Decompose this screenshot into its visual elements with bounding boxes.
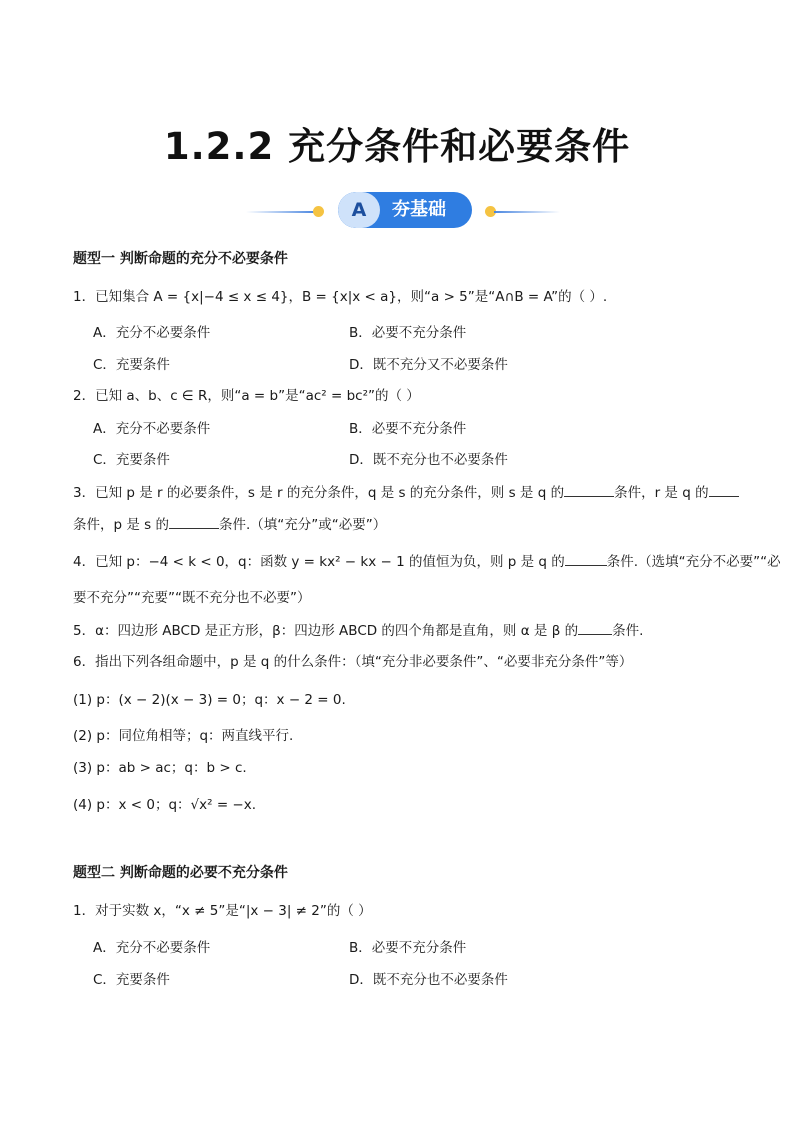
section-2-question-1-option-d: D．既不充分也不必要条件 <box>349 972 508 988</box>
section-2-question-1-option-a: A．充分不必要条件 <box>93 940 211 956</box>
question-4-text-a: 4．已知 p：−4 < k < 0，q：函数 y = kx² − kx − 1 的值恒为负，则 p 是 q 的 <box>73 554 565 570</box>
page-title: 1.2.2 充分条件和必要条件 <box>163 125 631 168</box>
answer-blank <box>564 482 614 497</box>
section-heading-1: 题型一 判断命题的充分不必要条件 <box>73 251 288 267</box>
section-2-question-1-option-c: C．充要条件 <box>93 972 170 988</box>
answer-blank <box>709 482 739 497</box>
question-3-line-1 <box>73 482 739 503</box>
question-2-stem: 2．已知 a、b、c ∈ R，则“a = b”是“ac² = bc²”的（ ） <box>73 388 420 404</box>
decorative-line-left <box>246 211 316 213</box>
question-1-option-b: B．必要不充分条件 <box>349 325 467 341</box>
question-6-item-1: (1) p：(x − 2)(x − 3) = 0；q：x − 2 = 0. <box>73 692 346 708</box>
question-5 <box>73 620 643 641</box>
question-3-text-d: 条件.（填“充分”或“必要”） <box>218 517 387 533</box>
question-3-text-c: 条件，p 是 s 的 <box>73 517 169 533</box>
badge-label: 夯基础 <box>392 199 446 220</box>
question-4-text-b: 条件.（选填“充分不必要”“必 <box>606 554 781 570</box>
question-1-option-a: A．充分不必要条件 <box>93 325 211 341</box>
question-4-line-1 <box>73 551 781 572</box>
section-heading-2: 题型二 判断命题的必要不充分条件 <box>73 865 288 881</box>
question-6-stem: 6．指出下列各组命题中，p 是 q 的什么条件：（填“充分非必要条件”、“必要非充分条件”等） <box>73 654 633 670</box>
question-3-line-2 <box>73 514 386 535</box>
decorative-dot-left <box>313 206 324 217</box>
question-5-text-a: 5．α：四边形 ABCD 是正方形，β：四边形 ABCD 的四个角都是直角，则 α 是 β 的 <box>73 623 579 639</box>
question-4-line-2: 要不充分”“充要”“既不充分也不必要”） <box>73 590 311 606</box>
section-badge-row <box>0 192 794 230</box>
question-1-option-d: D．既不充分又不必要条件 <box>349 357 508 373</box>
question-6-item-2: (2) p：同位角相等；q：两直线平行. <box>73 728 294 744</box>
question-1-stem: 1．已知集合 A = {x|−4 ≤ x ≤ 4}，B = {x|x < a}，则“a > 5”是“A∩B = A”的（ ）. <box>73 289 608 305</box>
section-2-question-1-option-b: B．必要不充分条件 <box>349 940 467 956</box>
answer-blank <box>169 514 219 529</box>
section-2-question-1-stem: 1．对于实数 x，“x ≠ 5”是“|x − 3| ≠ 2”的（ ） <box>73 903 372 919</box>
question-1-option-c: C．充要条件 <box>93 357 170 373</box>
question-3-text-b: 条件，r 是 q 的 <box>614 485 709 501</box>
question-3-text-a: 3．已知 p 是 r 的必要条件，s 是 r 的充分条件，q 是 s 的充分条件，则 s 是 q 的 <box>73 485 565 501</box>
question-5-text-b: 条件. <box>612 623 644 639</box>
decorative-line-right <box>494 211 560 213</box>
level-badge <box>338 192 472 228</box>
question-2-option-b: B．必要不充分条件 <box>349 421 467 437</box>
answer-blank <box>565 551 607 566</box>
question-2-option-c: C．充要条件 <box>93 452 170 468</box>
question-6-item-3: (3) p：ab > ac；q：b > c. <box>73 760 247 776</box>
answer-blank <box>578 620 612 635</box>
question-2-option-a: A．充分不必要条件 <box>93 421 211 437</box>
question-2-option-d: D．既不充分也不必要条件 <box>349 452 508 468</box>
question-6-item-4: (4) p：x < 0；q：√x² = −x. <box>73 797 257 813</box>
badge-letter: A <box>338 192 380 228</box>
